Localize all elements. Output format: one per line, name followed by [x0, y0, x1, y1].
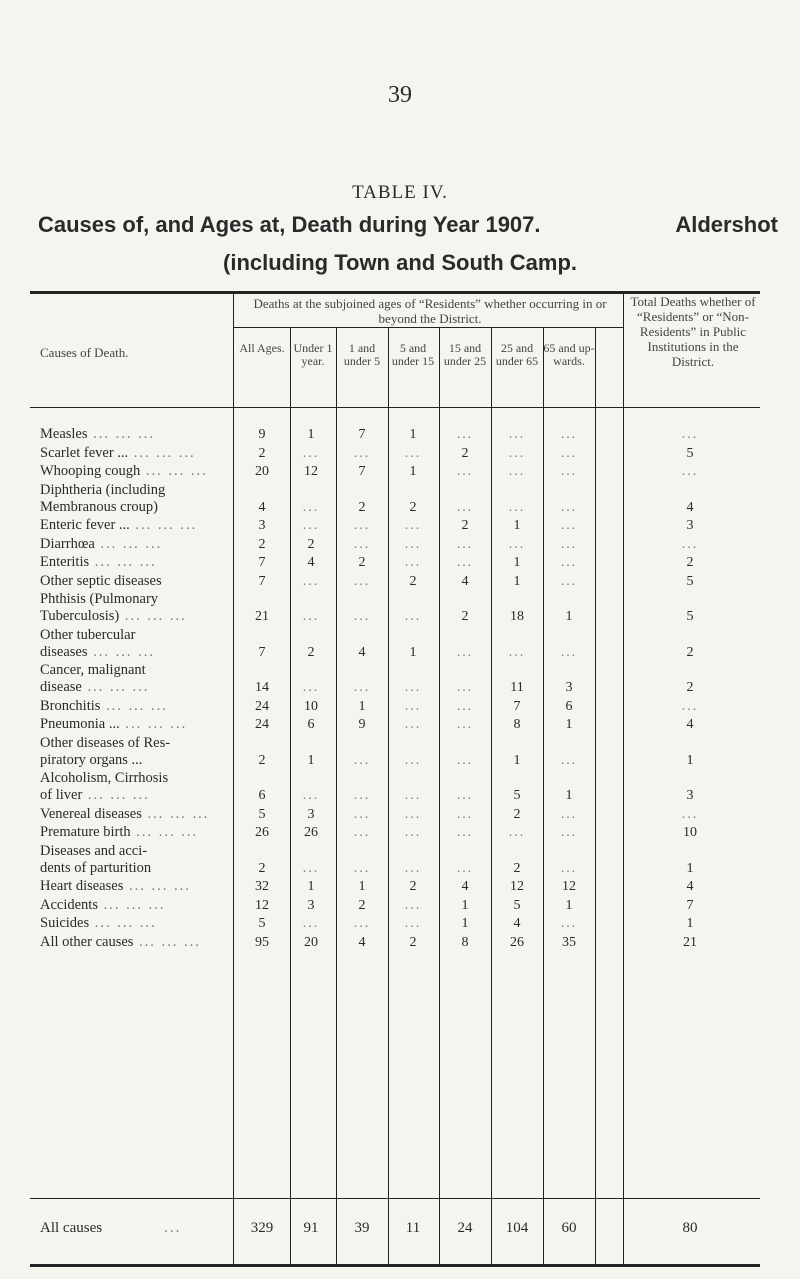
leader-dots: ... ... ... — [94, 535, 163, 552]
table-title: Causes of, and Ages at, Death during Year 1907. — [38, 212, 541, 237]
table-cell: ... — [302, 680, 320, 695]
header-age-column: 5 and under 15 — [391, 341, 435, 368]
table-cell: ... — [353, 680, 371, 695]
table-cell: ... — [404, 806, 422, 822]
header-bottom-rule — [30, 407, 760, 408]
table-cell: 7 — [258, 573, 266, 589]
table-cell: ... — [404, 680, 422, 695]
table-cell: 24 — [255, 717, 269, 732]
header-total: Total Deaths whether of “Residents” or “Non-Residents” in Public Institutions in the District. — [630, 294, 756, 369]
leader-dots: ... ... ... — [87, 643, 156, 660]
table-cell: 4 — [258, 499, 266, 515]
cause-label: Cancer, malignant — [40, 662, 146, 678]
table-cell: ... — [353, 806, 371, 822]
table-cell: 18 — [510, 609, 524, 624]
cause-label: Diphtheria (including — [40, 481, 166, 498]
table-cell: 14 — [255, 680, 269, 695]
table-cell: 2 — [409, 879, 417, 894]
table-cell: 2 — [513, 860, 521, 876]
cause-label: Measles ... ... ... — [40, 426, 156, 442]
cause-label: Other septic diseases — [40, 572, 162, 589]
table-cell: 2 — [409, 934, 417, 950]
table-cell: 24 — [255, 698, 269, 714]
table-cell: 5 — [686, 573, 694, 589]
table-cell: ... — [353, 573, 371, 589]
table-cell: ... — [560, 464, 578, 479]
table-cell: ... — [353, 916, 371, 931]
leader-dots: ... — [164, 1220, 182, 1236]
leader-dots: ... ... ... — [119, 608, 187, 624]
table-cell: ... — [456, 717, 474, 732]
table-cell: 1 — [358, 698, 366, 714]
table-cell: ... — [404, 518, 422, 533]
table-cell: 3 — [686, 788, 694, 803]
table-cell: 2 — [258, 445, 266, 461]
table-cell: ... — [456, 536, 474, 552]
table-cell: 2 — [358, 897, 366, 913]
table-cell: 3 — [565, 680, 573, 695]
table-cell: 2 — [409, 573, 417, 589]
table-cell: ... — [560, 427, 578, 442]
table-cell: ... — [560, 644, 578, 660]
leader-dots: ... ... ... — [133, 933, 201, 950]
table-cell: ... — [353, 788, 371, 803]
table-cell: ... — [456, 499, 474, 515]
table-cell: ... — [302, 445, 320, 461]
table-cell: ... — [456, 464, 474, 479]
table-cell: ... — [302, 609, 320, 624]
table-cell: 2 — [307, 536, 315, 552]
table-cell: 2 — [461, 609, 469, 624]
totals-cell: 104 — [505, 1220, 529, 1236]
totals-cell: 24 — [457, 1220, 473, 1236]
cause-label: Other tubercular — [40, 626, 136, 643]
table-cell: 4 — [686, 717, 694, 732]
table-cell: 1 — [565, 717, 573, 732]
table-cell: 2 — [358, 555, 366, 570]
table-cell: ... — [302, 499, 320, 515]
header-age-column: 1 and under 5 — [343, 341, 381, 368]
table-cell: 5 — [258, 916, 266, 931]
table-cell: 1 — [686, 916, 694, 931]
table-cell: 1 — [461, 897, 469, 913]
table-cell: 1 — [307, 879, 315, 894]
leader-dots: ... ... ... — [123, 878, 191, 894]
leader-dots: ... ... ... — [119, 716, 188, 732]
table-cell: 12 — [562, 879, 576, 894]
table-cell: 12 — [510, 879, 524, 894]
cause-label: Heart diseases ... ... ... — [40, 878, 191, 894]
table-cell: ... — [508, 499, 526, 515]
totals-cell: 60 — [561, 1220, 577, 1236]
table-location: Aldershot — [675, 212, 778, 237]
table-cell: 3 — [307, 897, 315, 913]
table-cell: 1 — [565, 609, 573, 624]
totals-cell: 39 — [354, 1220, 370, 1236]
table-cell: 4 — [358, 644, 366, 660]
leader-dots: ... ... ... — [100, 697, 168, 714]
leader-dots: ... ... ... — [130, 824, 199, 840]
table-cell: 21 — [683, 934, 697, 950]
totals-cell: 80 — [682, 1220, 698, 1236]
table-cell: 2 — [307, 644, 315, 660]
header-age-column: 25 and under 65 — [495, 341, 539, 368]
cause-label: Enteric fever ... ... ... ... — [40, 517, 198, 533]
table-cell: 5 — [513, 897, 521, 913]
table-cell: ... — [404, 916, 422, 931]
table-cell: ... — [404, 897, 422, 913]
table-cell: ... — [353, 536, 371, 552]
table-cell: 1 — [409, 427, 417, 442]
table-cell: ... — [353, 518, 371, 533]
cause-label: Membranous croup) — [40, 498, 158, 515]
table-label: TABLE IV. — [352, 182, 448, 203]
table-cell: 5 — [258, 806, 266, 822]
column-rule — [233, 294, 234, 1266]
table-cell: 5 — [686, 609, 694, 624]
table-cell: 2 — [409, 499, 417, 515]
table-cell: ... — [508, 464, 526, 479]
cause-label: Phthisis (Pulmonary — [40, 591, 159, 607]
table-cell: 4 — [686, 879, 694, 894]
leader-dots: ... ... ... — [129, 517, 198, 533]
table-cell: 7 — [513, 698, 521, 714]
table-cell: 1 — [565, 788, 573, 803]
table-cell: 11 — [510, 680, 524, 695]
table-cell: ... — [456, 788, 474, 803]
totals-top-rule — [30, 1198, 760, 1199]
table-cell: ... — [456, 752, 474, 768]
table-cell: ... — [302, 573, 320, 589]
table-cell: ... — [456, 427, 474, 442]
table-cell: ... — [560, 499, 578, 515]
header-age-column: 65 and up-wards. — [543, 341, 595, 368]
cause-label: Accidents ... ... ... — [40, 896, 166, 913]
header-age-column: 15 and under 25 — [443, 341, 487, 368]
table-cell: 6 — [565, 698, 573, 714]
cause-label: Scarlet fever ... ... ... ... — [40, 444, 196, 461]
table-cell: ... — [681, 698, 699, 714]
table-cell: ... — [681, 464, 699, 479]
table-cell: ... — [404, 609, 422, 624]
table-cell: ... — [302, 788, 320, 803]
leader-dots: ... ... ... — [89, 915, 157, 931]
table-cell: ... — [508, 445, 526, 461]
table-cell: 7 — [258, 555, 266, 570]
cause-label: piratory organs ... — [40, 751, 143, 768]
table-cell: ... — [404, 752, 422, 768]
table-cell: ... — [508, 825, 526, 840]
table-cell: 4 — [686, 499, 694, 515]
table-cell: ... — [302, 860, 320, 876]
leader-dots: ... ... ... — [97, 896, 166, 913]
table-cell: 10 — [683, 825, 697, 840]
table-cell: 1 — [307, 427, 315, 442]
table-cell: 7 — [258, 644, 266, 660]
header-age-column: Under 1 year. — [293, 341, 333, 368]
table-cell: 1 — [565, 897, 573, 913]
table-cell: ... — [353, 825, 371, 840]
cause-label: diseases ... ... ... — [40, 643, 156, 660]
header-causes: Causes of Death. — [40, 345, 129, 360]
table-cell: ... — [681, 806, 699, 822]
leader-dots: ... ... ... — [89, 554, 157, 570]
table-cell: 6 — [307, 717, 315, 732]
totals-cell: 11 — [405, 1220, 421, 1236]
table-cell: 4 — [461, 573, 469, 589]
cause-label: Venereal diseases ... ... ... — [40, 805, 210, 822]
table-cell: 2 — [258, 860, 266, 876]
table-cell: 9 — [258, 427, 266, 442]
table-cell: 2 — [513, 806, 521, 822]
header-age-group: Deaths at the subjoined ages of “Residents” whether occurring in or beyond the District. — [253, 296, 607, 326]
table-cell: ... — [404, 555, 422, 570]
column-rule — [595, 327, 596, 1266]
table-cell: 20 — [304, 934, 318, 950]
header-age-column: All Ages. — [239, 341, 285, 355]
cause-label: Premature birth ... ... ... — [40, 824, 199, 840]
table-cell: ... — [404, 860, 422, 876]
table-cell: ... — [353, 860, 371, 876]
table-cell: 1 — [686, 752, 694, 768]
totals-cell: 329 — [250, 1220, 274, 1236]
page-number: 39 — [388, 82, 412, 108]
table-cell: 4 — [358, 934, 366, 950]
table-cell: 6 — [258, 788, 266, 803]
table-cell: 4 — [513, 916, 521, 931]
table-cell: ... — [681, 427, 699, 442]
table-cell: ... — [456, 644, 474, 660]
table-cell: 1 — [461, 916, 469, 931]
leader-dots: ... ... ... — [128, 444, 196, 461]
table-cell: 12 — [255, 897, 269, 913]
table-cell: ... — [353, 752, 371, 768]
column-rule — [623, 294, 624, 1266]
table-cell: 1 — [358, 879, 366, 894]
table-cell: ... — [681, 536, 699, 552]
table-cell: 12 — [304, 464, 318, 479]
cause-label: disease ... ... ... — [40, 679, 150, 695]
table-cell: 5 — [513, 788, 521, 803]
table-cell: 8 — [513, 717, 521, 732]
table-cell: 3 — [307, 806, 315, 822]
table-cell: ... — [560, 555, 578, 570]
table-cell: 9 — [358, 717, 366, 732]
cause-label: Bronchitis ... ... ... — [40, 697, 168, 714]
table-cell: 32 — [255, 879, 269, 894]
table-cell: 1 — [513, 573, 521, 589]
table-cell: 10 — [304, 698, 318, 714]
table-cell: 2 — [686, 644, 694, 660]
table-cell: 2 — [258, 536, 266, 552]
totals-label: All causes ... — [40, 1220, 182, 1236]
table-cell: 2 — [686, 680, 694, 695]
table-cell: 2 — [358, 499, 366, 515]
leader-dots: ... ... ... — [87, 426, 156, 442]
table-cell: 4 — [307, 555, 315, 570]
table-cell: ... — [508, 427, 526, 442]
table-cell: 3 — [258, 518, 266, 533]
table-cell: 26 — [255, 825, 269, 840]
cause-label: Whooping cough ... ... ... — [40, 463, 208, 479]
table-cell: ... — [353, 445, 371, 461]
table-cell: ... — [404, 698, 422, 714]
table-cell: ... — [404, 717, 422, 732]
table-cell: 1 — [307, 752, 315, 768]
cause-label: Pneumonia ... ... ... ... — [40, 716, 188, 732]
leader-dots: ... ... ... — [81, 679, 150, 695]
table-bottom-rule — [30, 1264, 760, 1267]
table-cell: ... — [456, 698, 474, 714]
table-cell: ... — [560, 752, 578, 768]
table-cell: ... — [456, 555, 474, 570]
table-cell: 20 — [255, 464, 269, 479]
leader-dots: ... ... ... — [141, 805, 210, 822]
table-cell: 1 — [513, 555, 521, 570]
table-cell: 1 — [686, 860, 694, 876]
table-cell: 7 — [686, 897, 694, 913]
table-cell: 2 — [258, 752, 266, 768]
table-cell: ... — [302, 916, 320, 931]
table-cell: ... — [404, 536, 422, 552]
cause-label: Other diseases of Res- — [40, 734, 171, 751]
table-cell: ... — [560, 860, 578, 876]
cause-label: of liver ... ... ... — [40, 787, 150, 803]
table-cell: 21 — [255, 609, 269, 624]
table-cell: ... — [353, 609, 371, 624]
table-cell: ... — [456, 860, 474, 876]
table-cell: 2 — [461, 518, 469, 533]
table-cell: 1 — [409, 644, 417, 660]
cause-label: Diarrhœa ... ... ... — [40, 535, 163, 552]
table-cell: 35 — [562, 934, 576, 950]
table-cell: ... — [560, 445, 578, 461]
table-cell: 7 — [358, 464, 366, 479]
table-cell: ... — [560, 536, 578, 552]
table-cell: 5 — [686, 445, 694, 461]
table-cell: ... — [302, 518, 320, 533]
table-cell: 8 — [461, 934, 469, 950]
table-cell: ... — [456, 806, 474, 822]
table-cell: ... — [560, 573, 578, 589]
table-cell: ... — [456, 680, 474, 695]
table-cell: 26 — [304, 825, 318, 840]
cause-label: All other causes ... ... ... — [40, 933, 201, 950]
table-cell: ... — [508, 536, 526, 552]
cause-label: Alcoholism, Cirrhosis — [40, 770, 169, 786]
table-cell: ... — [456, 825, 474, 840]
table-cell: ... — [404, 445, 422, 461]
table-cell: 7 — [358, 427, 366, 442]
table-cell: ... — [560, 916, 578, 931]
table-cell: 3 — [686, 518, 694, 533]
totals-cell: 91 — [303, 1220, 319, 1236]
table-cell: 1 — [513, 518, 521, 533]
table-cell: 1 — [513, 752, 521, 768]
table-subtitle: (including Town and South Camp. — [223, 250, 577, 275]
table-cell: 26 — [510, 934, 524, 950]
table-cell: ... — [560, 806, 578, 822]
table-cell: ... — [560, 825, 578, 840]
cause-label: Suicides ... ... ... — [40, 915, 157, 931]
table-cell: 2 — [686, 555, 694, 570]
table-cell: 4 — [461, 879, 469, 894]
table-cell: ... — [404, 788, 422, 803]
table-cell: ... — [508, 644, 526, 660]
table-cell: ... — [560, 518, 578, 533]
leader-dots: ... ... ... — [82, 787, 150, 803]
table-cell: 2 — [461, 445, 469, 461]
age-group-rule — [233, 327, 623, 328]
cause-label: Enteritis ... ... ... — [40, 554, 157, 570]
table-cell: ... — [404, 825, 422, 840]
table-cell: 95 — [255, 934, 269, 950]
cause-label: Diseases and acci- — [40, 842, 148, 859]
leader-dots: ... ... ... — [140, 463, 208, 479]
table-cell: 1 — [409, 464, 417, 479]
cause-label: Tuberculosis) ... ... ... — [40, 608, 187, 624]
cause-label: dents of parturition — [40, 859, 152, 876]
